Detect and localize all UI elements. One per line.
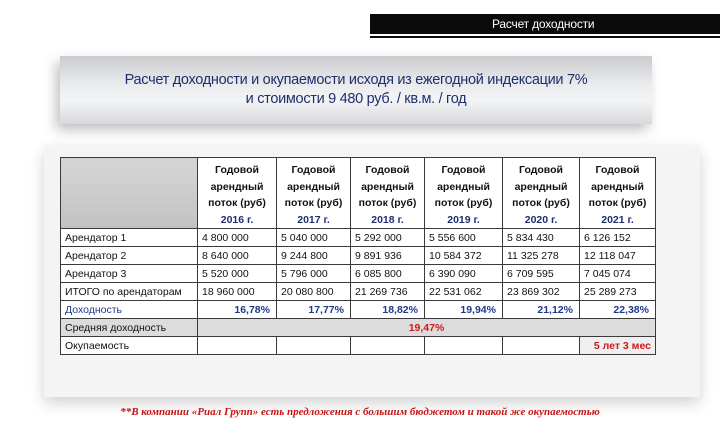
column-header-text: Годовой (215, 164, 259, 176)
value-cell: 8 640 000 (198, 247, 277, 265)
footnote: **В компании «Риал Групп» есть предложения с большим бюджетом и такой же окупаемостью (120, 406, 600, 418)
column-header (198, 158, 277, 229)
value-cell: 5 040 000 (277, 229, 351, 247)
section-title: Расчет доходности (492, 17, 595, 31)
column-header-text: поток (руб) (208, 197, 266, 209)
table-row (61, 283, 656, 301)
column-header (503, 158, 580, 229)
column-year: 2020 г. (524, 213, 558, 226)
row-label: Окупаемость (61, 337, 198, 355)
table-body (61, 229, 656, 355)
value-cell: 5 520 000 (198, 265, 277, 283)
empty-cell (277, 337, 351, 355)
row-label: Арендатор 2 (61, 247, 198, 265)
table-row (61, 265, 656, 283)
yield-cell: 21,12% (503, 301, 580, 319)
value-cell: 9 244 800 (277, 247, 351, 265)
banner-line-2: и стоимости 9 480 руб. / кв.м. / год (245, 91, 467, 107)
value-cell: 4 800 000 (198, 229, 277, 247)
yield-table (60, 157, 656, 355)
header-underline (370, 36, 720, 38)
column-header-text: поток (руб) (284, 197, 343, 209)
value-cell: 11 325 278 (503, 247, 580, 265)
title-banner (60, 56, 652, 124)
row-label: ИТОГО по арендаторам (61, 283, 198, 301)
banner-line-1: Расчет доходности и окупаемости исходя из ежегодной индексации 7% (124, 72, 588, 88)
column-header-text: арендный (437, 180, 490, 193)
column-header (425, 158, 503, 229)
column-year: 2017 г. (297, 213, 330, 226)
avg-yield-row (61, 319, 656, 337)
column-header-text: поток (руб) (358, 197, 417, 209)
column-header-text: арендный (210, 180, 264, 193)
column-year: 2016 г. (220, 213, 254, 226)
yield-cell: 16,78% (198, 301, 277, 319)
value-cell: 9 891 936 (351, 247, 425, 265)
value-cell: 23 869 302 (503, 283, 580, 301)
column-header-text: арендный (361, 180, 414, 193)
column-header (580, 158, 656, 229)
payback-value: 5 лет 3 мес (580, 337, 656, 355)
row-label: Арендатор 3 (61, 265, 198, 283)
yield-cell: 19,94% (425, 301, 503, 319)
table-header-row (61, 158, 656, 229)
column-year: 2019 г. (447, 213, 480, 226)
row-label: Доходность (61, 301, 198, 319)
column-header-text: Годовой (595, 164, 640, 176)
column-header-text: Годовой (519, 164, 563, 176)
payback-row (61, 337, 656, 355)
table-row (61, 247, 656, 265)
value-cell: 5 556 600 (425, 229, 503, 247)
table-corner-cell (61, 158, 198, 229)
column-header-text: Годовой (365, 164, 410, 176)
value-cell: 5 796 000 (277, 265, 351, 283)
value-cell: 10 584 372 (425, 247, 503, 265)
empty-cell (351, 337, 425, 355)
table-row (61, 229, 656, 247)
yield-row (61, 301, 656, 319)
value-cell: 22 531 062 (425, 283, 503, 301)
column-header-text: Годовой (441, 164, 486, 176)
column-header-text: поток (руб) (512, 197, 570, 209)
value-cell: 7 045 074 (580, 265, 656, 283)
value-cell: 6 390 090 (425, 265, 503, 283)
value-cell: 6 709 595 (503, 265, 580, 283)
value-cell: 5 834 430 (503, 229, 580, 247)
avg-yield-value: 19,47% (198, 319, 656, 337)
value-cell: 21 269 736 (351, 283, 425, 301)
column-header-text: арендный (591, 180, 644, 193)
column-header-text: поток (руб) (588, 197, 647, 209)
column-header-text: поток (руб) (434, 197, 493, 209)
empty-cell (425, 337, 503, 355)
column-header-text: арендный (514, 180, 568, 193)
column-header (351, 158, 425, 229)
value-cell: 18 960 000 (198, 283, 277, 301)
yield-cell: 18,82% (351, 301, 425, 319)
row-label: Средняя доходность (61, 319, 198, 337)
value-cell: 6 085 800 (351, 265, 425, 283)
yield-cell: 17,77% (277, 301, 351, 319)
column-header (277, 158, 351, 229)
row-label: Арендатор 1 (61, 229, 198, 247)
empty-cell (198, 337, 277, 355)
section-header-bar (370, 14, 720, 34)
column-year: 2021 г. (601, 213, 634, 226)
column-header-text: арендный (287, 180, 340, 193)
value-cell: 5 292 000 (351, 229, 425, 247)
column-header-text: Годовой (291, 164, 336, 176)
column-year: 2018 г. (371, 213, 404, 226)
empty-cell (503, 337, 580, 355)
yield-cell: 22,38% (580, 301, 656, 319)
value-cell: 25 289 273 (580, 283, 656, 301)
value-cell: 12 118 047 (580, 247, 656, 265)
value-cell: 20 080 800 (277, 283, 351, 301)
value-cell: 6 126 152 (580, 229, 656, 247)
